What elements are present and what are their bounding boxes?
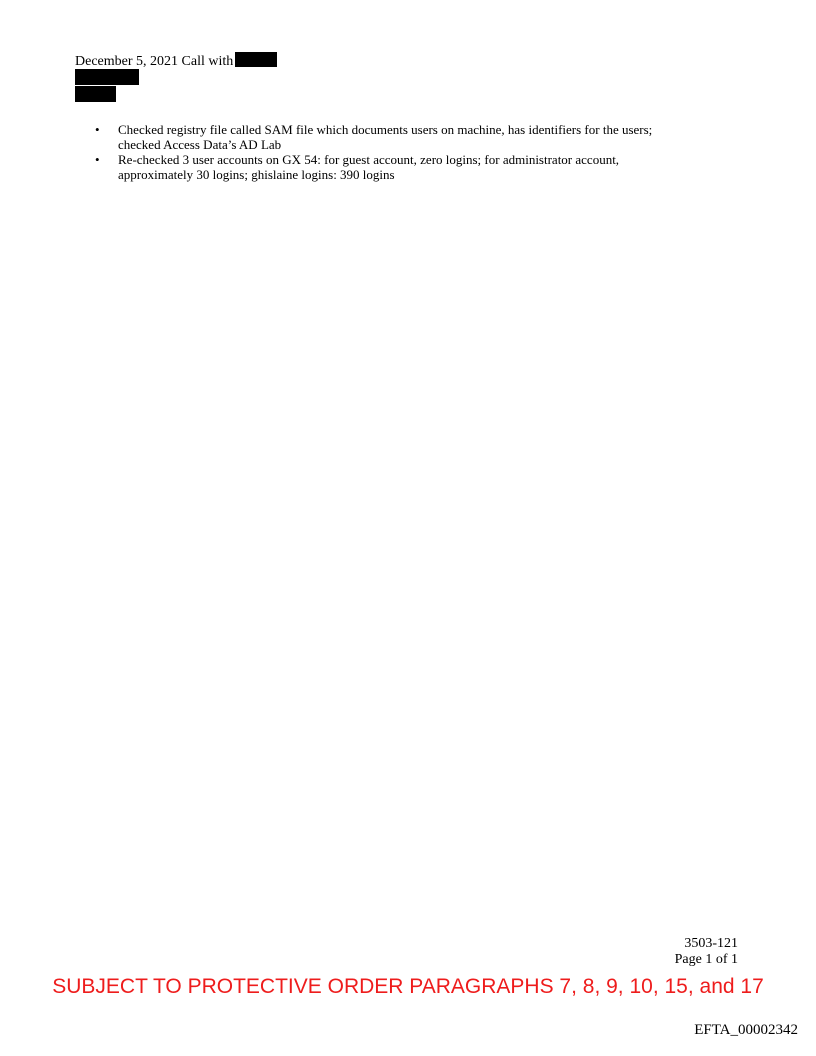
page-indicator: Page 1 of 1 (674, 952, 738, 967)
redaction-box (75, 86, 116, 102)
redaction-box (235, 52, 277, 67)
redaction-box (75, 69, 139, 85)
notes-list (95, 122, 665, 182)
bates-number: EFTA_00002342 (694, 1022, 798, 1038)
list-item-text: Checked registry file called SAM file which documents users on machine, has identifiers for the users; checked Access Data’s AD Lab (118, 122, 653, 152)
list-item (95, 122, 665, 152)
document-heading (75, 52, 277, 70)
protective-order-notice: SUBJECT TO PROTECTIVE ORDER PARAGRAPHS 7, 8, 9, 10, 15, and 17 (52, 975, 764, 998)
list-item-text: Re-checked 3 user accounts on GX 54: for guest account, zero logins; for administrator account, approximately 30 logins; ghislaine logins: 390 logins (118, 152, 620, 182)
exhibit-reference (675, 936, 738, 968)
bullet-icon: • (95, 122, 100, 137)
bullet-icon: • (95, 152, 100, 167)
list-item (95, 152, 665, 182)
heading-text: December 5, 2021 Call with (75, 54, 234, 69)
exhibit-number: 3503-121 (684, 936, 738, 951)
